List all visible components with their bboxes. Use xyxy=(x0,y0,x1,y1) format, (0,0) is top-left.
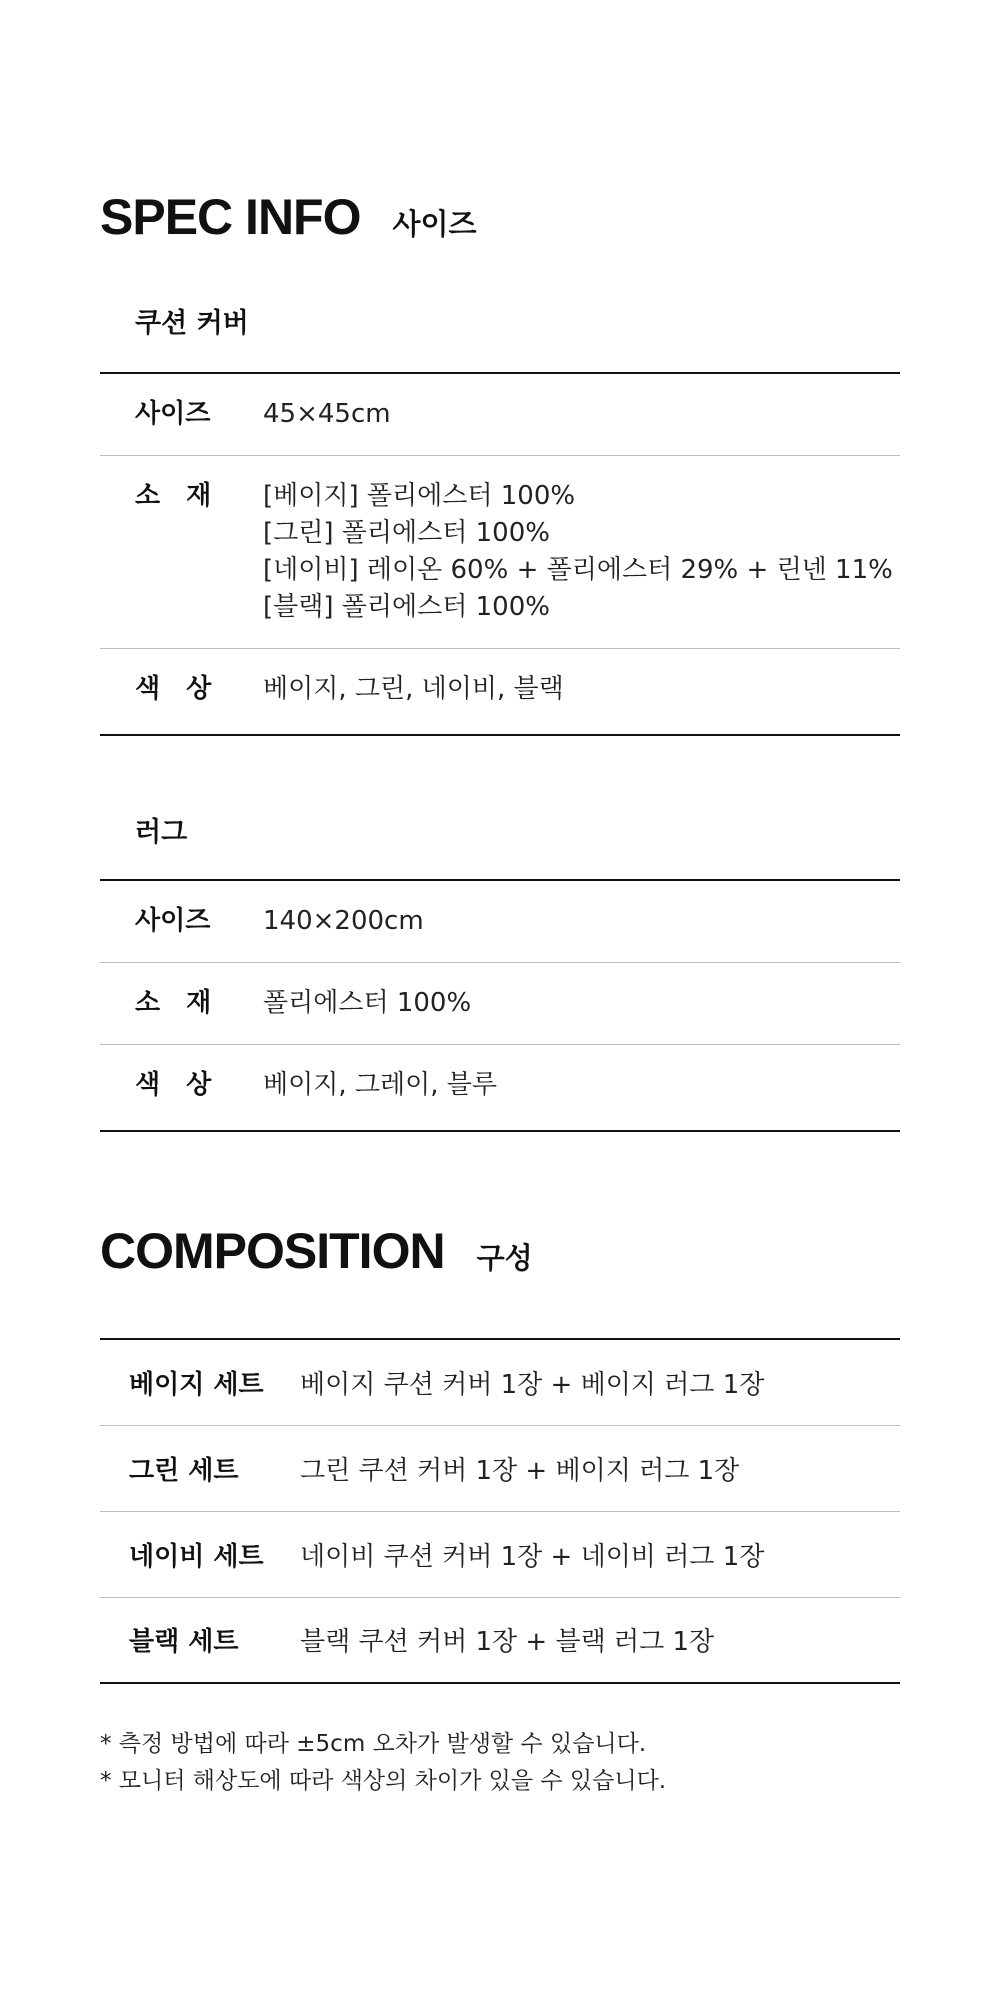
row-value-color xyxy=(263,1045,900,1132)
spec-info-title: SPEC INFO xyxy=(100,189,361,245)
composition-table xyxy=(100,1338,900,1684)
spec-info-heading xyxy=(100,188,477,246)
composition-heading xyxy=(100,1222,533,1280)
set-label-beige: 베이지 세트 xyxy=(129,1369,264,1400)
value-line: 45×45cm xyxy=(263,399,391,429)
group-title-cushion-cover: 쿠션 커버 xyxy=(135,308,249,339)
row-value-material xyxy=(263,963,900,1045)
row-value-size xyxy=(263,880,900,963)
set-label-navy: 네이비 세트 xyxy=(129,1541,264,1572)
value-line: 140×200cm xyxy=(263,906,424,936)
value-line: [베이지] 폴리에스터 100% xyxy=(263,481,576,511)
composition-subtitle: 구성 xyxy=(476,1241,533,1275)
row-label-color: 색 상 xyxy=(135,674,212,704)
table-row xyxy=(100,1597,900,1683)
spec-table-cushion-cover xyxy=(100,372,900,736)
row-label-color: 색 상 xyxy=(135,1070,212,1100)
value-line: 베이지, 그린, 네이비, 블랙 xyxy=(263,674,564,704)
table-row xyxy=(100,373,900,456)
value-line: 폴리에스터 100% xyxy=(263,988,472,1018)
table-row xyxy=(100,963,900,1045)
set-label-black: 블랙 세트 xyxy=(129,1627,239,1658)
table-row xyxy=(100,1425,900,1511)
composition-title: COMPOSITION xyxy=(100,1223,445,1279)
group-title-rug: 러그 xyxy=(135,817,188,848)
row-label-material: 소 재 xyxy=(135,988,212,1018)
table-row xyxy=(100,1511,900,1597)
row-label-size: 사이즈 xyxy=(135,399,211,429)
row-value-material xyxy=(263,456,900,649)
table-row xyxy=(100,456,900,649)
row-label-material: 소 재 xyxy=(135,481,212,511)
spec-info-subtitle: 사이즈 xyxy=(392,207,477,241)
set-label-green: 그린 세트 xyxy=(129,1455,239,1486)
note-measurement: * 측정 방법에 따라 ±5cm 오차가 발생할 수 있습니다. xyxy=(100,1731,647,1757)
value-line: [네이비] 레이온 60% + 폴리에스터 29% + 린넨 11% xyxy=(263,555,893,585)
spec-table-rug xyxy=(100,879,900,1132)
table-row xyxy=(100,649,900,736)
note-monitor: * 모니터 해상도에 따라 색상의 차이가 있을 수 있습니다. xyxy=(100,1768,667,1794)
set-value-green: 그린 쿠션 커버 1장 + 베이지 러그 1장 xyxy=(300,1455,740,1486)
table-row xyxy=(100,1339,900,1425)
row-label-size: 사이즈 xyxy=(135,906,211,936)
value-line: [블랙] 폴리에스터 100% xyxy=(263,592,550,622)
value-line: [그린] 폴리에스터 100% xyxy=(263,518,550,548)
set-value-black: 블랙 쿠션 커버 1장 + 블랙 러그 1장 xyxy=(300,1627,715,1658)
row-value-color xyxy=(263,649,900,736)
table-row xyxy=(100,880,900,963)
value-line: 베이지, 그레이, 블루 xyxy=(263,1070,497,1100)
notes xyxy=(100,1726,666,1800)
row-value-size xyxy=(263,373,900,456)
table-row xyxy=(100,1045,900,1132)
set-value-navy: 네이비 쿠션 커버 1장 + 네이비 러그 1장 xyxy=(300,1541,765,1572)
set-value-beige: 베이지 쿠션 커버 1장 + 베이지 러그 1장 xyxy=(300,1369,765,1400)
